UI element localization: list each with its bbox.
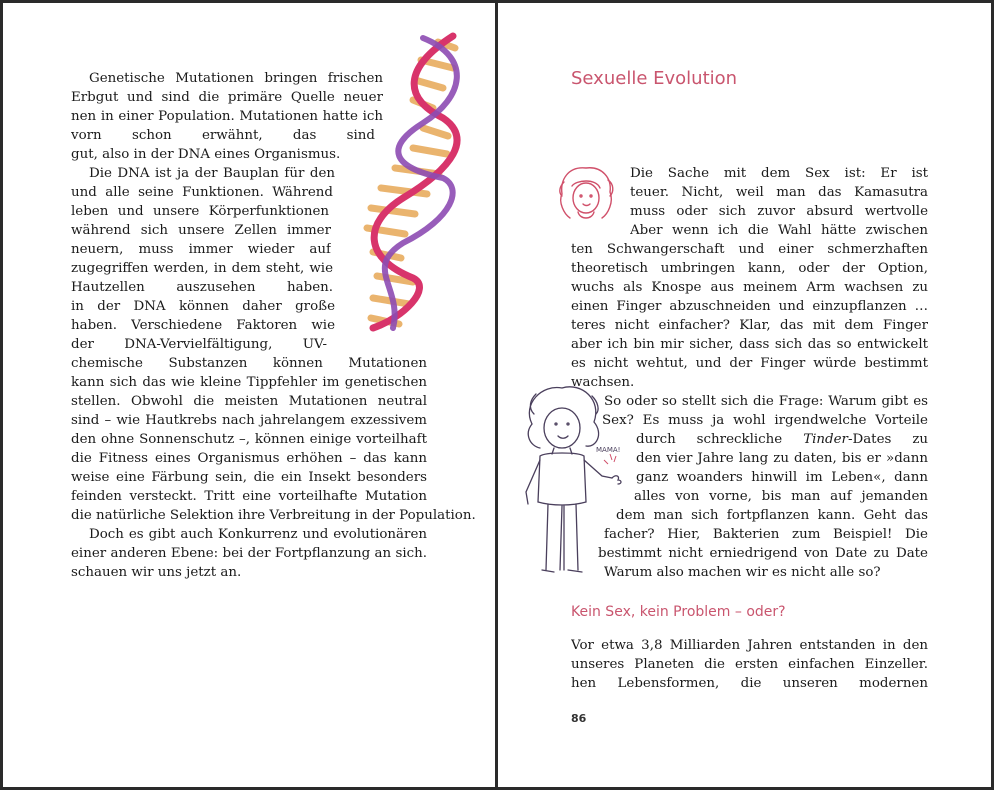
text-line: ganz woanders hinwill im Leben«, dann: [636, 470, 928, 485]
text-line: Erbgut und sind die primäre Quelle neuer: [71, 90, 383, 105]
text-line: die Fitness eines Organismus erhöhen – das kann: [71, 451, 427, 466]
text-line: schauen wir uns jetzt an.: [71, 565, 242, 580]
text-line: gut, also in der DNA eines Organismus.: [71, 147, 341, 162]
text-line: leben und unsere Körperfunktionen: [71, 204, 329, 219]
text-line: nen in einer Population. Mutationen hatte ich: [71, 109, 383, 124]
text-line: Doch es gibt auch Konkurrenz und evolutionären: [89, 527, 427, 542]
text-line: der DNA-Vervielfältigung, UV-: [71, 337, 327, 352]
text-line: chemische Substanzen können Mutationen: [71, 356, 427, 371]
tinder-emphasis: Tinder: [803, 432, 848, 447]
left-page: [3, 0, 495, 790]
text-line: neuern, muss immer wieder auf: [71, 242, 331, 257]
text-line: den ohne Sonnenschutz –, können einige vorteilhaft: [71, 432, 427, 447]
text-line: Aber wenn ich die Wahl hätte zwischen: [630, 223, 928, 238]
text-line: teuer. Nicht, weil man das Kamasutra: [630, 185, 928, 200]
text-line: in der DNA können daher große: [71, 299, 335, 314]
text-line: wuchs als Knospe aus meinem Arm wachsen zu: [571, 280, 928, 295]
text-line: Hautzellen auszusehen haben.: [71, 280, 333, 295]
text-line: aber ich bin mir sicher, dass sich das so entwickelt: [571, 337, 928, 352]
text-line: ten Schwangerschaft und einer schmerzhaften: [571, 242, 928, 257]
text-line: Vor etwa 3,8 Milliarden Jahren entstanden in den: [571, 638, 928, 653]
text-line: theoretisch umbringen kann, oder der Option,: [571, 261, 928, 276]
text-line: stellen. Obwohl die meisten Mutationen neutral: [71, 394, 427, 409]
text-line: Die DNA ist ja der Bauplan für den: [89, 166, 335, 181]
text-line: hen Lebensformen, die unseren modernen: [571, 676, 928, 691]
right-page: [498, 0, 991, 790]
text-line: sind – wie Hautkrebs nach jahrelangem exzessivem: [71, 413, 427, 428]
text-line: den vier Jahre lang zu daten, bis er »dann: [636, 451, 928, 466]
text-line: bestimmt nicht erniedrigend von Date zu Date: [598, 546, 928, 561]
text-line: während sich unsere Zellen immer: [71, 223, 331, 238]
section-subheading: Kein Sex, kein Problem – oder?: [571, 604, 786, 620]
text-line: dem man sich fortpflanzen kann. Geht das: [616, 508, 928, 523]
text-line: haben. Verschiedene Faktoren wie: [71, 318, 335, 333]
text-line: muss oder sich zuvor absurd wertvolle: [630, 204, 928, 219]
text-line: kann sich das wie kleine Tippfehler im genetischen: [71, 375, 427, 390]
text-line: durch schreckliche Tinder-Dates zu: [636, 432, 928, 447]
text-line: feinden versteckt. Tritt eine vorteilhafte Mutation: [71, 489, 427, 504]
text-line: teres nicht einfacher? Klar, das mit dem Finger: [571, 318, 928, 333]
text-line: zugegriffen werden, in dem steht, wie: [71, 261, 333, 276]
page-number: 86: [571, 712, 587, 725]
figure-speech-label: MAMA!: [596, 446, 621, 454]
text-line: Die Sache mit dem Sex ist: Er ist: [630, 166, 928, 181]
text-line: es nicht wehtut, und der Finger würde bestimmt: [571, 356, 928, 371]
text-line: und alle seine Funktionen. Während: [71, 185, 333, 200]
text-line: wachsen.: [571, 375, 635, 390]
text-line: einen Finger abzuschneiden und einzupflanzen …: [571, 299, 928, 314]
text-line: facher? Hier, Bakterien zum Beispiel! Die: [604, 527, 928, 542]
face-doodle-illustration: [554, 162, 618, 228]
text-line: die natürliche Selektion ihre Verbreitung in der Population.: [71, 508, 476, 523]
text-line: Genetische Mutationen bringen frischen: [89, 71, 383, 86]
text-line: vorn schon erwähnt, das sind: [71, 128, 375, 143]
text-line: Sex? Es muss ja wohl irgendwelche Vorteile: [602, 413, 928, 428]
text-line: einer anderen Ebene: bei der Fortpflanzung an sich.: [71, 546, 427, 561]
text-line: weise eine Färbung sein, die ein Insekt besonders: [71, 470, 427, 485]
text-line: unseres Planeten die ersten einfachen Einzeller.: [571, 657, 928, 672]
text-line: Warum also machen wir es nicht alle so?: [604, 565, 881, 580]
text-line: alles von vorne, bis man auf jemanden: [634, 489, 928, 504]
text-line: So oder so stellt sich die Frage: Warum gibt es: [604, 394, 928, 409]
chapter-heading: Sexuelle Evolution: [571, 68, 738, 89]
